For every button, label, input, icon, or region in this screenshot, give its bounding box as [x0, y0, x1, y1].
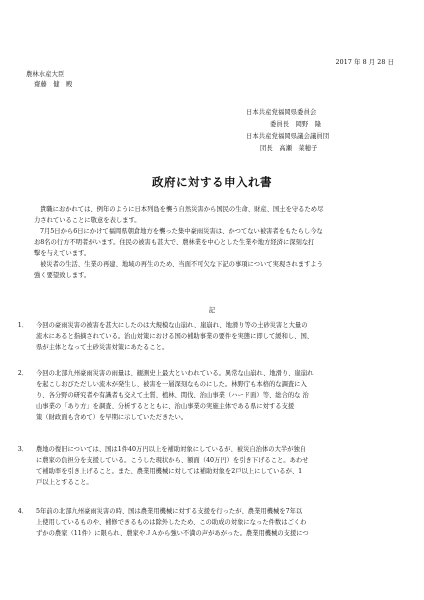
item-line: 農地の復旧については、国は1件40万円以上を補助対象にしているが、被災自治体の大半が独自 [36, 446, 307, 453]
item-line: 今回の豪雨災害の被害を甚大にしたのは大規模な山崩れ、崖崩れ、地滑り等の土砂災害と大量の [36, 322, 308, 329]
intro-line: 貴職におかれては、例年のように日本列島を襲う自然災害から国民の生命、財産、国土を守るため尽 [40, 206, 324, 213]
item-line: 山事業の「あり方」を調査、分析するとともに、治山事業の実施主体である県に対する支援 [36, 403, 295, 410]
recipient-name: 齋藤 健 殿 [34, 81, 73, 88]
recipient-org: 農林水産大臣 [26, 71, 65, 78]
item-line: り、各分野の研究者や有識者も交えて土質、植林、間伐、治山事業（ハード面）等、総合的な 治 [36, 392, 309, 399]
item-line: 戸以上とすること。 [36, 479, 93, 486]
item-line: ずかの農家（11件）に限られ、農家やＪＡから強い不満の声があがった。農業用機械の支援につ [36, 530, 309, 537]
sender-line-2: 委員長 岡野 隆 [270, 121, 322, 128]
item-line: 流木にあると指摘されている。治山対策における国の補助事業の要件を実態に即して緩和し、国、 [36, 333, 314, 340]
item-line: 策（財政面も含めて）を早期に示していただきたい。 [36, 414, 188, 421]
intro-paragraph [34, 204, 390, 281]
item-number: 4． [17, 508, 28, 515]
item-line: 上使用しているものや、補修できるものは除外したため、この助成の対象になった件数はごくわ [36, 519, 307, 526]
sender-line-1: 日本共産党福岡県委員会 [246, 109, 317, 116]
item-number: 1． [17, 322, 28, 329]
intro-line: 撃を与えています。 [34, 250, 91, 257]
sender-line-4: 団長 高瀬 菜穂子 [260, 145, 318, 152]
ki-heading: 記 [208, 307, 216, 314]
sender-line-3: 日本共産党福岡県議会議員団 [246, 133, 330, 140]
item-line: を起こしおびただしい流木が発生し、被害を一層深刻なものにした。林野庁も本格的な調査に入 [36, 381, 307, 388]
intro-line: 被災者の生活、生業の再建、地域の再生のため、当面不可欠な下記の事項について実現されますよう [40, 261, 323, 268]
item-line: 県が主体となって土砂災害対策にあたること。 [36, 344, 169, 351]
document-title: 政府に対する申入れ書 [152, 175, 272, 189]
intro-line: 強く要望致します。 [34, 272, 91, 279]
intro-line: 7月5日から6日にかけて福岡県朝倉地方を襲った集中豪雨災害は、かつてない被害者をもたらし今な [40, 228, 323, 235]
item-line: 今回の北部九州豪雨災害の雨量は、観測史上最大といわれている。異常な山崩れ、地滑り、崖崩れ [36, 370, 314, 377]
document-date: 2017 年 8 月 28 日 [335, 59, 394, 66]
intro-line: 力されていることに敬意を表します。 [34, 217, 141, 224]
item-line: 5年前の北部九州豪雨災害の時、国は農業用機械に対する支援を行ったが、農業用機械を7年以 [36, 508, 303, 515]
intro-line: お8名の行方不明者がいます。住民の被害も甚大で、農林業を中心とした生業や地方経済に深刻な打 [34, 239, 315, 246]
item-line: に農家の負担分を支援している。こうした現状から、額面（40万円）を引き下げること。あわせ [36, 457, 309, 464]
item-line: て補助率を引き上げること。また、農業用機械に対しては補助対象を2戸以上にしているが、1 [36, 468, 303, 475]
item-number: 3． [17, 446, 28, 453]
item-number: 2． [17, 370, 28, 377]
